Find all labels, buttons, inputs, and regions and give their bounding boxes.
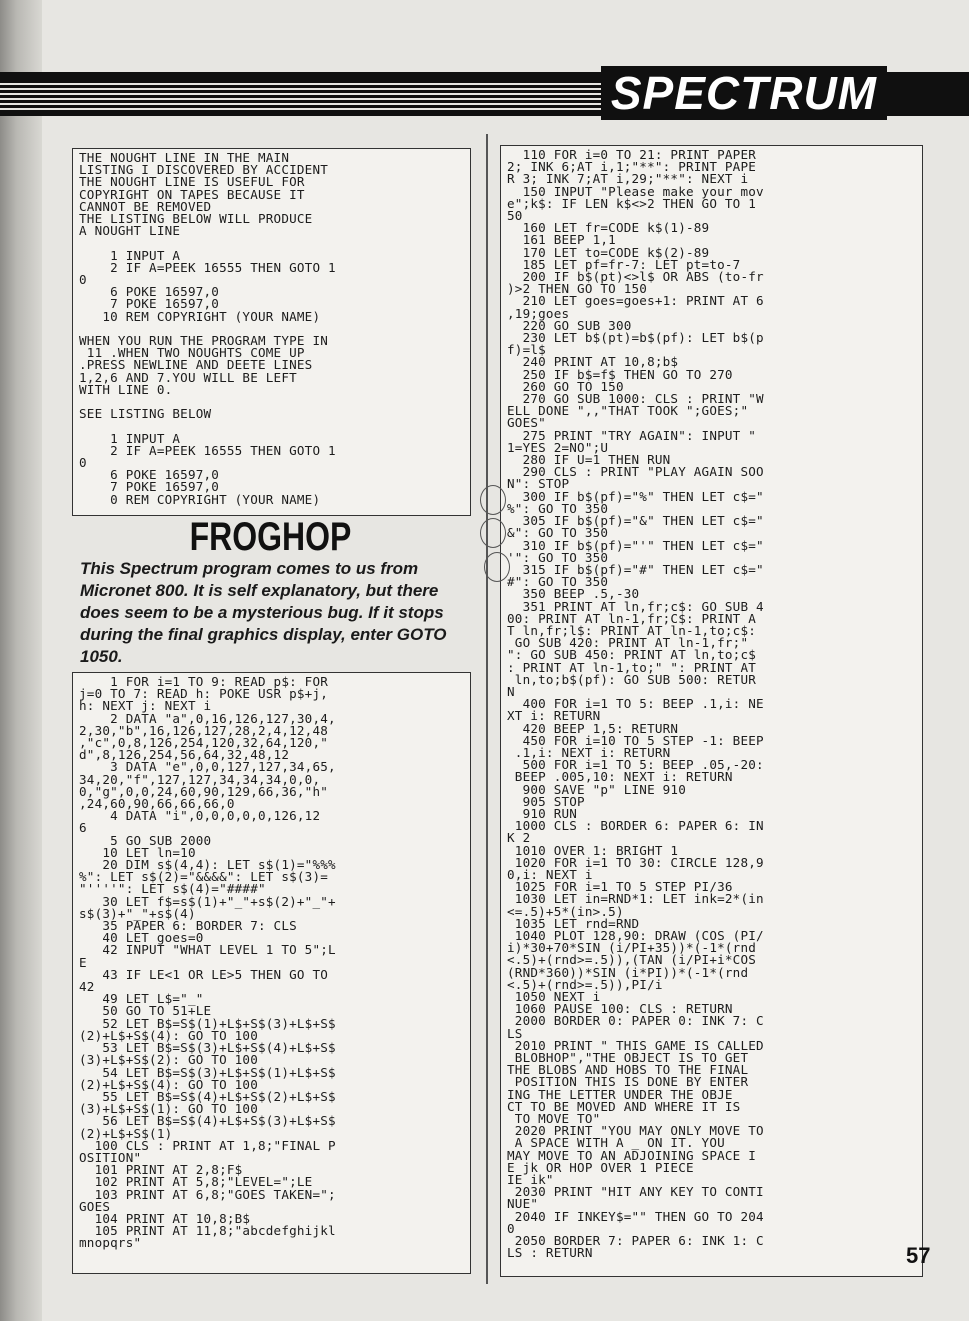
section-title: SPECTRUM (601, 66, 887, 120)
handwritten-circle-annotation (484, 552, 510, 582)
froghop-listing-part2: 110 FOR i=0 TO 21: PRINT PAPER 2; INK 6;AT i,1;"**": PRINT PAPE R 3; INK 7;AT i,29;"**": NEXT i 150 INPUT "Please make your mov e";k$: IF LEN k$<>2 THEN GO TO 1 50 160 LET fr=CODE k$(1)-89 161 BEEP 1,1 170 LET to=CODE k$(2)-89 185 LET pf=fr-7: LET pt=to-7 200 IF b$(pt)<>l$ OR ABS (to-fr )>2 THEN GO TO 150 210 LET goes=goes+1: PRINT AT 6 ,19;goes 220 GO SUB 300 230 LET b$(pt)=b$(pf): LET b$(p f)=l$ 240 PRINT AT 10,8;b$ 250 IF b$=f$ THEN GO TO 270 260 GO TO 150 270 GO SUB 1000: CLS : PRINT "W ELL DONE ",,"THAT TOOK ";GOES;" GOES" 275 PRINT "TRY AGAIN": INPUT " 1=YES 2=NO";U 280 IF U=1 THEN RUN 290 CLS : PRINT "PLAY AGAIN SOO N": STOP 300 IF b$(pf)="%" THEN LET c$=" %": GO TO 350 305 IF b$(pf)="&" THEN LET c$=" &": GO TO 350 310 IF b$(pf)="'" THEN LET c$=" '": GO TO 350 315 IF b$(pf)="#" THEN LET c$=" #": GO TO 350 350 BEEP .5,-30 351 PRINT AT ln,fr;c$: GO SUB 4 00: PRINT AT ln-1,fr;C$: PRINT A T ln,fr;l$: PRINT AT ln-1,to;c$: GO SUB 420: PRINT AT ln-1,fr;" ": GO SUB 450: PRINT AT ln,to;c$ : PRINT AT ln-1,to;" ": PRINT AT ln,to;b$(pf): GO SUB 500: RETUR N 400 FOR i=1 TO 5: BEEP .1,i: NE XT i: RETURN 420 BEEP 1,5: RETURN 450 FOR i=10 TO 5 STEP -1: BEEP .1,i: NEXT i: RETURN 500 FOR i=1 TO 5: BEEP .05,-20: BEEP .005,10: NEXT i: RETURN 900 SAVE "p" LINE 910 905 STOP 910 RUN 1000 CLS : BORDER 6: PAPER 6: IN K 2 1010 OVER 1: BRIGHT 1 1020 FOR i=1 TO 30: CIRCLE 128,9 0,i: NEXT i 1025 FOR i=1 TO 5 STEP PI/36 1030 LET in=RND*1: LET ink=2*(in <=.5)+5*(in>.5) 1035 LET rnd=RND 1040 PLOT 128,90: DRAW (COS (PI/ i)*30+70*SIN (i/PI+35))*(-1*(rnd <.5)+(rnd>=.5)),(TAN (i/PI+i*COS (RND*360))*SIN (i*PI))*(-1*(rnd <.5)+(rnd>=.5)),PI/i 1050 NEXT i 1060 PAUSE 100: CLS : RETURN 2000 BORDER 0: PAPER 0: INK 7: C LS 2010 PRINT " THIS GAME IS CALLED BLOBHOP","THE OBJECT IS TO GET THE BLOBS AND HOBS TO THE FINAL POSITION THIS IS DONE BY ENTER ING THE LETTER UNDER THE OBJE CT TO BE MOVED AND WHERE IT IS TO MOVE TO" 2020 PRINT "YOU MAY ONLY MOVE TO A SPACE WITH A _ ON IT. YOU MAY MOVE TO AN ADJOINING SPACE I E jk OR HOP OVER 1 PIECE IE ik" 2030 PRINT "HIT ANY KEY TO CONTI NUE" 2040 IF INKEY$="" THEN GO TO 204 0 2050 BORDER 7: PAPER 6: INK 1: C LS : RETURN (507, 147, 764, 1261)
article-title: FROGHOP (189, 515, 352, 559)
article-intro: This Spectrum program comes to us from Micronet 800. It is self explanatory, but there does seem to be a mysterious bug. If it stops during the final graphics display, enter GOTO 1050. (80, 559, 447, 666)
page-number: 57 (906, 1243, 931, 1268)
froghop-listing-part1-panel (72, 672, 471, 1274)
handwritten-circle-annotation (480, 485, 506, 515)
nought-line-listing: THE NOUGHT LINE IN THE MAIN LISTING I DISCOVERED BY ACCIDENT THE NOUGHT LINE IS USEFUL FOR COPYRIGHT ON TAPES BECAUSE IT CANNOT BE REMOVED THE LISTING BELOW WILL PRODUCE A NOUGHT LINE 1 INPUT A 2 IF A=PEEK 16555 THEN GOTO 1 0 6 POKE 16597,0 7 POKE 16597,0 10 REM COPYRIGHT (YOUR NAME) WHEN YOU RUN THE PROGRAM TYPE IN 11 .WHEN TWO NOUGHTS COME UP .PRESS NEWLINE AND DEETE LINES 1,2,6 AND 7.YOU WILL BE LEFT WITH LINE 0. SEE LISTING BELOW 1 INPUT A 2 IF A=PEEK 16555 THEN GOTO 1 0 6 POKE 16597,0 7 POKE 16597,0 0 REM COPYRIGHT (YOUR NAME) (79, 150, 336, 507)
column-divider (486, 134, 488, 1284)
nought-line-listing-panel (72, 148, 471, 516)
handwritten-circle-annotation (480, 518, 506, 548)
froghop-listing-part1: 1 FOR i=1 TO 9: READ p$: FOR j=0 TO 7: READ h: POKE USR p$+j, h: NEXT j: NEXT i 2 DATA "a",0,16,126,127,30,4, 2,30,"b",16,126,127,28,2,4,12,48 ,"c",0,8,126,254,120,32,64,120," d",8,126,254,56,64,32,48,12 3 DATA "e",0,0,127,127,34,65, 34,20,"f",127,127,34,34,34,0,0, 0,"g",0,0,24,60,90,129,66,36,"h" ,24,60,90,66,66,66,0 4 DATA "i",0,0,0,0,0,126,12 6 5 GO SUB 2000 10 LET ln=10 20 DIM s$(4,4): LET s$(1)="%%% %": LET s$(2)="&&&&": LET s$(3)= "''''": LET s$(4)="####" 30 LET f$=s$(1)+"_"+s$(2)+"_"+ s$(3)+"_"+s$(4) 35 PAPER 6: BORDER 7: CLS 40 LET goes=0 42 INPUT "WHAT LEVEL 1 TO 5";L E 43 IF LE<1 OR LE>5 THEN GO TO 42 49 LET L$="_" 50 GO TO 51+LE 52 LET B$=S$(1)+L$+S$(3)+L$+S$ (2)+L$+S$(4): GO TO 100 53 LET B$=S$(3)+L$+S$(4)+L$+S$ (3)+L$+S$(2): GO TO 100 54 LET B$=S$(3)+L$+S$(1)+L$+S$ (2)+L$+S$(4): GO TO 100 55 LET B$=S$(4)+L$+S$(2)+L$+S$ (3)+L$+S$(1): GO TO 100 56 LET B$=S$(4)+L$+S$(3)+L$+S$ (2)+L$+S$(1) 100 CLS : PRINT AT 1,8;"FINAL P OSITION" 101 PRINT AT 2,8;F$ 102 PRINT AT 5,8;"LEVEL=";LE 103 PRINT AT 6,8;"GOES TAKEN="; GOES 104 PRINT AT 10,8;B$ 105 PRINT AT 11,8;"abcdefghijkl mnopqrs" (79, 674, 336, 1251)
froghop-listing-part2-panel (500, 145, 923, 1277)
header-stripes (0, 80, 640, 110)
page-binding-shadow (0, 0, 42, 1321)
